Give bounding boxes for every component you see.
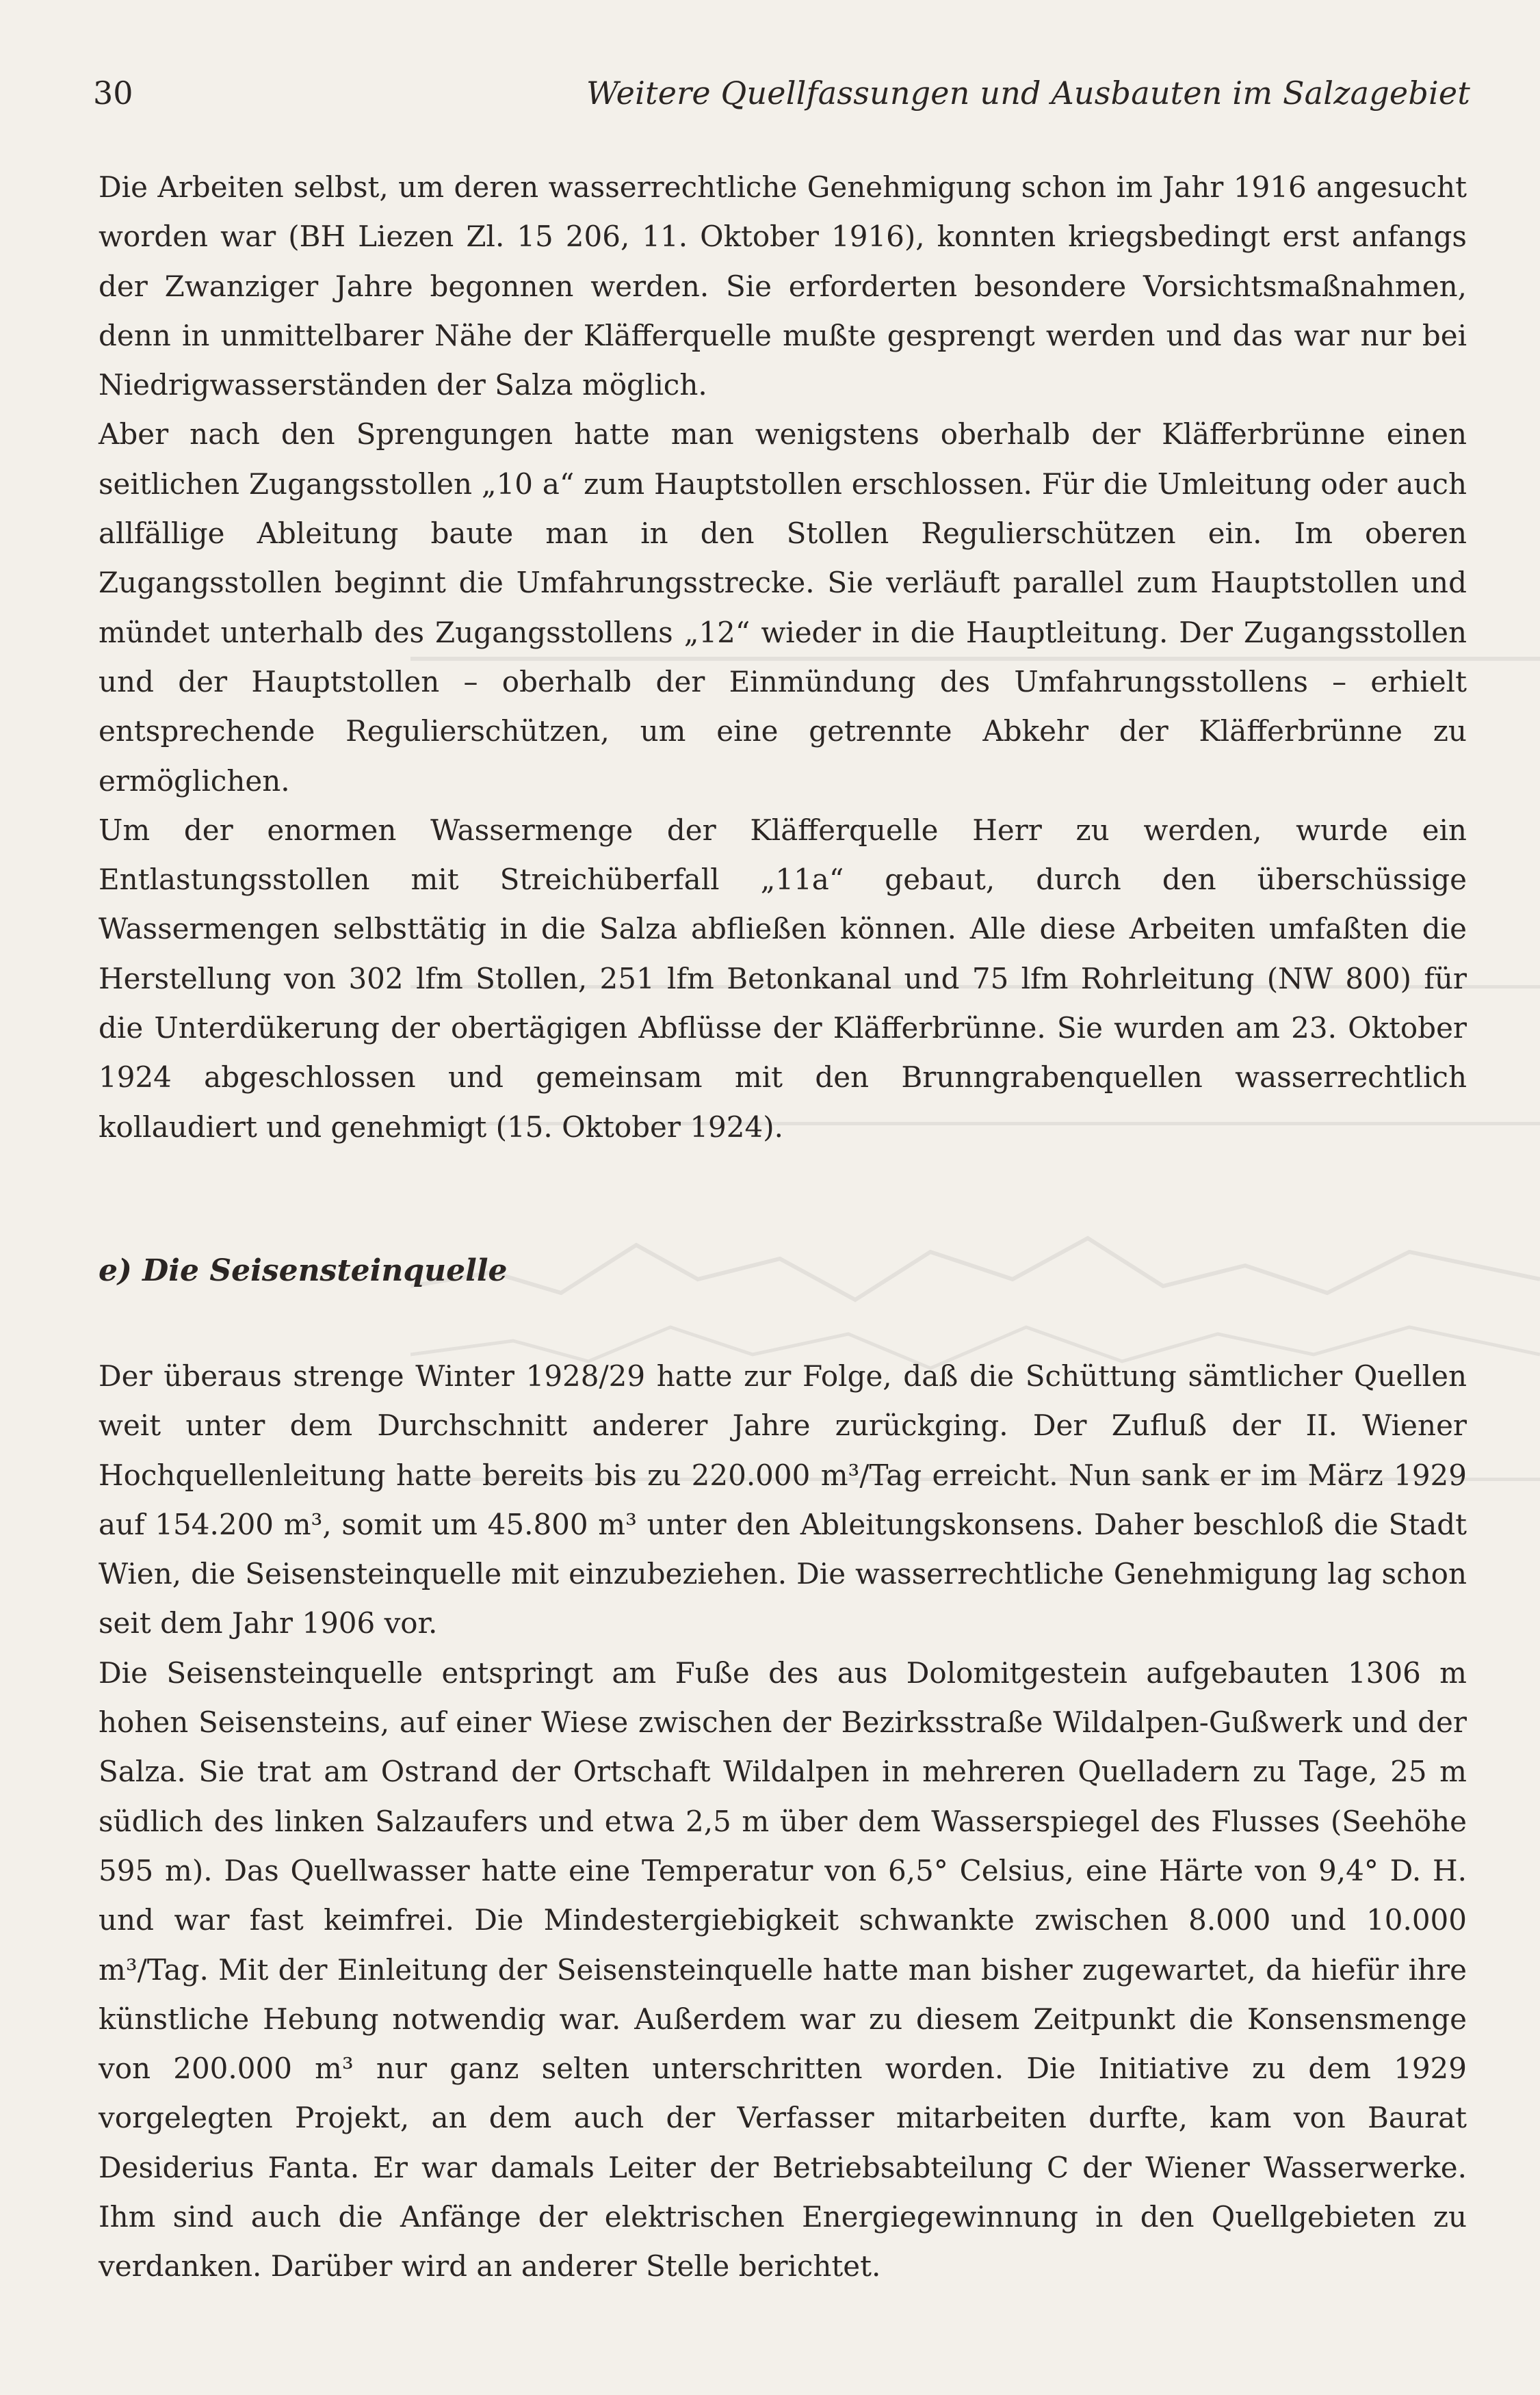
paragraph: Aber nach den Sprengungen hatte man wenigstens oberhalb der Kläfferbrünne einen seitlichen Zugangsstollen „10 a“ zum Hauptstollen erschlossen. Für die Umleitung oder auch allfällige Ableitung baute man in den Stollen Regulierschützen ein. Im oberen Zugangsstollen beginnt die Umfahrungsstrecke. Sie verläuft parallel zum Hauptstollen und mündet unterhalb des Zugangsstollens „12“ wieder in die Hauptleitung. Der Zugangsstollen und der Hauptstollen – oberhalb der Einmündung des Umfahrungsstollens – erhielt entsprechende Regulierschützen, um eine getrennte Abkehr der Kläfferbrünne zu ermöglichen. <box>99 417 1467 798</box>
section-heading: e) Die Seisensteinquelle <box>99 1253 508 1288</box>
running-title: Weitere Quellfassungen und Ausbauten im Salzagebiet <box>586 75 1470 112</box>
paragraph: Der überaus strenge Winter 1928/29 hatte zur Folge, daß die Schüttung sämtlicher Quellen weit unter dem Durchschnitt anderer Jahre zurückging. Der Zufluß der II. Wiener Hochquellenleitung hatte bereits bis zu 220.000 m³/Tag erreicht. Nun sank er im März 1929 auf 154.200 m³, somit um 45.800 m³ unter den Ableitungskonsens. Daher beschloß die Stadt Wien, die Seisensteinquelle mit einzubeziehen. Die wasserrechtliche Genehmigung lag schon seit dem Jahr 1906 vor. <box>99 1359 1467 1640</box>
paragraph: Um der enormen Wassermenge der Kläfferquelle Herr zu werden, wurde ein Entlastungsstollen mit Streichüberfall „11a“ gebaut, durch den überschüssige Wassermengen selbsttätig in die Salza abfließen können. Alle diese Arbeiten umfaßten die Herstellung von 302 lfm Stollen, 251 lfm Betonkanal und 75 lfm Rohrleitung (NW 800) für die Unterdükerung der obertägigen Abflüsse der Kläfferbrünne. Sie wurden am 23. Oktober 1924 abgeschlossen und gemeinsam mit den Brunngrabenquellen wasserrechtlich kollaudiert und genehmigt (15. Oktober 1924). <box>99 813 1467 1144</box>
body-text-top <box>99 163 1467 1152</box>
paragraph: Die Seisensteinquelle entspringt am Fuße des aus Dolomitgestein aufgebauten 1306 m hohen Seisensteins, auf einer Wiese zwischen der Bezirksstraße Wildalpen-Gußwerk und der Salza. Sie trat am Ostrand der Ortschaft Wildalpen in mehreren Quelladern zu Tage, 25 m südlich des linken Salzaufers und etwa 2,5 m über dem Wasserspiegel des Flusses (Seehöhe 595 m). Das Quellwasser hatte eine Temperatur von 6,5° Celsius, eine Härte von 9,4° D. H. und war fast keimfrei. Die Mindestergiebigkeit schwankte zwischen 8.000 und 10.000 m³/Tag. Mit der Einleitung der Seisensteinquelle hatte man bisher zugewartet, da hiefür ihre künstliche Hebung notwendig war. Außerdem war zu diesem Zeitpunkt die Konsensmenge von 200.000 m³ nur ganz selten unterschritten worden. Die Initiative zu dem 1929 vorgelegten Projekt, an dem auch der Verfasser mitarbeiten durfte, kam von Baurat Desiderius Fanta. Er war damals Leiter der Betriebsabteilung C der Wiener Wasserwerke. Ihm sind auch die Anfänge der elektrischen Energiegewinnung in den Quellgebieten zu verdanken. Darüber wird an anderer Stelle berichtet. <box>99 1655 1467 2283</box>
page-number: 30 <box>93 75 133 112</box>
paragraph: Die Arbeiten selbst, um deren wasserrechtliche Genehmigung schon im Jahr 1916 angesucht worden war (BH Liezen Zl. 15 206, 11. Oktober 1916), konnten kriegsbedingt erst anfangs der Zwanziger Jahre begonnen werden. Sie erforderten besondere Vorsichtsmaßnahmen, denn in unmittelbarer Nähe der Kläfferquelle mußte gesprengt werden und das war nur bei Niedrigwasserständen der Salza möglich. <box>99 170 1467 402</box>
running-header <box>93 66 1470 120</box>
body-text-bottom <box>99 1352 1467 2292</box>
